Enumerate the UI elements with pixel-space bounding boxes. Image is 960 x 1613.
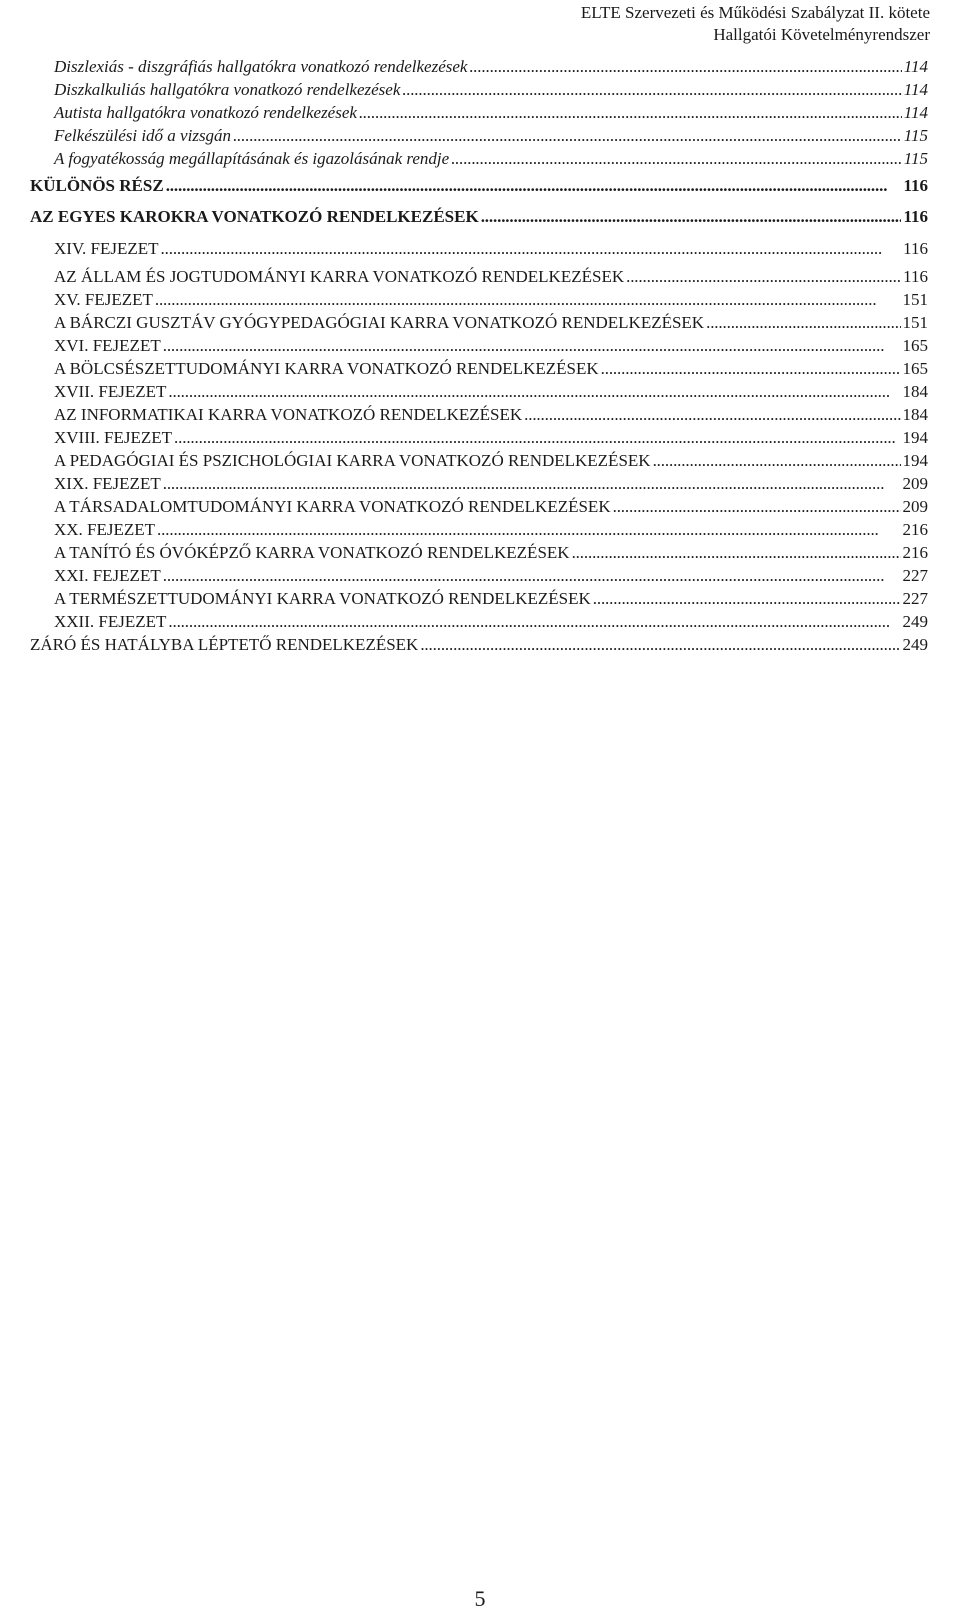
toc-entry-title: A BÖLCSÉSZETTUDOMÁNYI KARRA VONATKOZÓ RENDELKEZÉSEK <box>54 359 599 378</box>
toc-dot-leader <box>233 124 902 147</box>
toc-entry-title: KÜLÖNÖS RÉSZ <box>30 176 164 195</box>
toc-entry-title: Autista hallgatókra vonatkozó rendelkezések <box>54 103 357 122</box>
toc-entry[interactable] <box>30 78 928 101</box>
toc-dot-leader <box>613 495 901 518</box>
toc-entry-page: 184 <box>902 382 928 401</box>
toc-dot-leader <box>626 265 901 288</box>
toc-entry-title: AZ INFORMATIKAI KARRA VONATKOZÓ RENDELKEZÉSEK <box>54 405 523 424</box>
toc-entry-title: XIV. FEJEZET <box>54 239 159 258</box>
toc-chapter-entry[interactable] <box>30 380 928 403</box>
toc-chapter-title-entry[interactable] <box>30 587 928 610</box>
toc-dot-leader <box>572 541 901 564</box>
toc-chapter-entry[interactable] <box>30 232 928 265</box>
toc-chapter-title-entry[interactable] <box>30 311 928 334</box>
toc-entry-page: 114 <box>903 80 928 99</box>
toc-entry-title: A TÁRSADALOMTUDOMÁNYI KARRA VONATKOZÓ RENDELKEZÉSEK <box>54 497 611 516</box>
toc-entry-page: 115 <box>903 126 928 145</box>
toc-entry-page: 114 <box>903 103 928 122</box>
toc-dot-leader <box>420 633 900 656</box>
toc-entry-page: 249 <box>902 612 928 631</box>
toc-dot-leader <box>706 311 900 334</box>
toc-entry-title: Felkészülési idő a vizsgán <box>54 126 232 145</box>
toc-dot-leader <box>402 78 901 101</box>
toc-entry[interactable] <box>30 147 928 170</box>
toc-entry-title: A fogyatékosság megállapításának és igazolásának rendje <box>54 149 450 168</box>
toc-entry-title: ZÁRÓ ÉS HATÁLYBA LÉPTETŐ RENDELKEZÉSEK <box>30 635 419 654</box>
toc-dot-leader <box>157 518 900 541</box>
toc-chapter-entry[interactable] <box>30 564 928 587</box>
toc-chapter-title-entry[interactable] <box>30 403 928 426</box>
toc-dot-leader <box>163 334 901 357</box>
toc-entry-page: 116 <box>903 207 928 226</box>
toc-entry-page: 114 <box>903 57 928 76</box>
toc-entry-page: 116 <box>903 267 928 286</box>
toc-chapter-entry[interactable] <box>30 518 928 541</box>
toc-entry-title: A BÁRCZI GUSZTÁV GYÓGYPEDAGÓGIAI KARRA VONATKOZÓ RENDELKEZÉSEK <box>54 313 705 332</box>
page-number: 5 <box>474 1586 486 1611</box>
toc-chapter-title-entry[interactable] <box>30 495 928 518</box>
toc-dot-leader <box>593 587 901 610</box>
toc-entry[interactable] <box>30 101 928 124</box>
toc-dot-leader <box>451 147 902 170</box>
toc-dot-leader <box>168 610 900 633</box>
toc-closing-entry[interactable] <box>30 633 928 656</box>
toc-dot-leader <box>174 426 900 449</box>
table-of-contents <box>30 55 928 656</box>
toc-entry-title: XXII. FEJEZET <box>54 612 167 631</box>
toc-part-heading[interactable] <box>30 170 928 201</box>
toc-entry-page: 227 <box>902 589 928 608</box>
toc-entry-page: 151 <box>902 313 928 332</box>
toc-entry-page: 116 <box>903 176 928 195</box>
toc-dot-leader <box>359 101 902 124</box>
toc-entry-page: 115 <box>903 149 928 168</box>
toc-entry-title: XVI. FEJEZET <box>54 336 161 355</box>
toc-entry-title: XVIII. FEJEZET <box>54 428 173 447</box>
toc-entry-page: 216 <box>902 543 928 562</box>
toc-entry-title: XVII. FEJEZET <box>54 382 167 401</box>
toc-chapter-title-entry[interactable] <box>30 265 928 288</box>
toc-dot-leader <box>481 201 902 232</box>
toc-dot-leader <box>168 380 900 403</box>
toc-entry-page: 165 <box>902 359 928 378</box>
toc-entry-page: 184 <box>902 405 928 424</box>
toc-entry-page: 165 <box>902 336 928 355</box>
toc-entry-title: XIX. FEJEZET <box>54 474 161 493</box>
toc-entry-page: 194 <box>902 428 928 447</box>
toc-entry-page: 249 <box>902 635 928 654</box>
toc-entry-title: XX. FEJEZET <box>54 520 156 539</box>
toc-entry[interactable] <box>30 124 928 147</box>
toc-chapter-entry[interactable] <box>30 426 928 449</box>
toc-entry-page: 227 <box>902 566 928 585</box>
toc-chapter-entry[interactable] <box>30 288 928 311</box>
toc-entry-title: AZ ÁLLAM ÉS JOGTUDOMÁNYI KARRA VONATKOZÓ RENDELKEZÉSEK <box>54 267 625 286</box>
toc-entry-title: A PEDAGÓGIAI ÉS PSZICHOLÓGIAI KARRA VONATKOZÓ RENDELKEZÉSEK <box>54 451 651 470</box>
toc-dot-leader <box>155 288 901 311</box>
toc-part-heading[interactable] <box>30 201 928 232</box>
toc-entry[interactable] <box>30 55 928 78</box>
toc-dot-leader <box>469 55 901 78</box>
toc-chapter-title-entry[interactable] <box>30 357 928 380</box>
toc-dot-leader <box>653 449 901 472</box>
toc-dot-leader <box>163 472 901 495</box>
toc-entry-title: A TERMÉSZETTUDOMÁNYI KARRA VONATKOZÓ RENDELKEZÉSEK <box>54 589 591 608</box>
toc-entry-title: Diszkalkuliás hallgatókra vonatkozó rendelkezések <box>54 80 401 99</box>
toc-entry-title: AZ EGYES KAROKRA VONATKOZÓ RENDELKEZÉSEK <box>30 207 479 226</box>
toc-chapter-title-entry[interactable] <box>30 449 928 472</box>
toc-entry-page: 209 <box>902 474 928 493</box>
header-document-subtitle: Hallgatói Követelményrendszer <box>713 25 930 44</box>
toc-entry-page: 209 <box>902 497 928 516</box>
toc-dot-leader <box>601 357 901 380</box>
toc-entry-page: 216 <box>902 520 928 539</box>
toc-entry-title: XXI. FEJEZET <box>54 566 161 585</box>
toc-entry-title: XV. FEJEZET <box>54 290 153 309</box>
toc-entry-page: 194 <box>902 451 928 470</box>
toc-entry-title: A TANÍTÓ ÉS ÓVÓKÉPZŐ KARRA VONATKOZÓ RENDELKEZÉSEK <box>54 543 570 562</box>
toc-chapter-title-entry[interactable] <box>30 541 928 564</box>
toc-entry-page: 116 <box>903 239 928 258</box>
toc-chapter-entry[interactable] <box>30 472 928 495</box>
toc-dot-leader <box>524 403 900 426</box>
header-document-title: ELTE Szervezeti és Működési Szabályzat II. kötete <box>580 3 930 22</box>
toc-dot-leader <box>166 170 902 201</box>
toc-entry-page: 151 <box>902 290 928 309</box>
toc-entry-title: Diszlexiás - diszgráfiás hallgatókra vonatkozó rendelkezések <box>54 57 468 76</box>
toc-chapter-entry[interactable] <box>30 334 928 357</box>
toc-dot-leader <box>163 564 901 587</box>
running-header <box>581 2 930 46</box>
toc-chapter-entry[interactable] <box>30 610 928 633</box>
toc-dot-leader <box>161 232 902 265</box>
